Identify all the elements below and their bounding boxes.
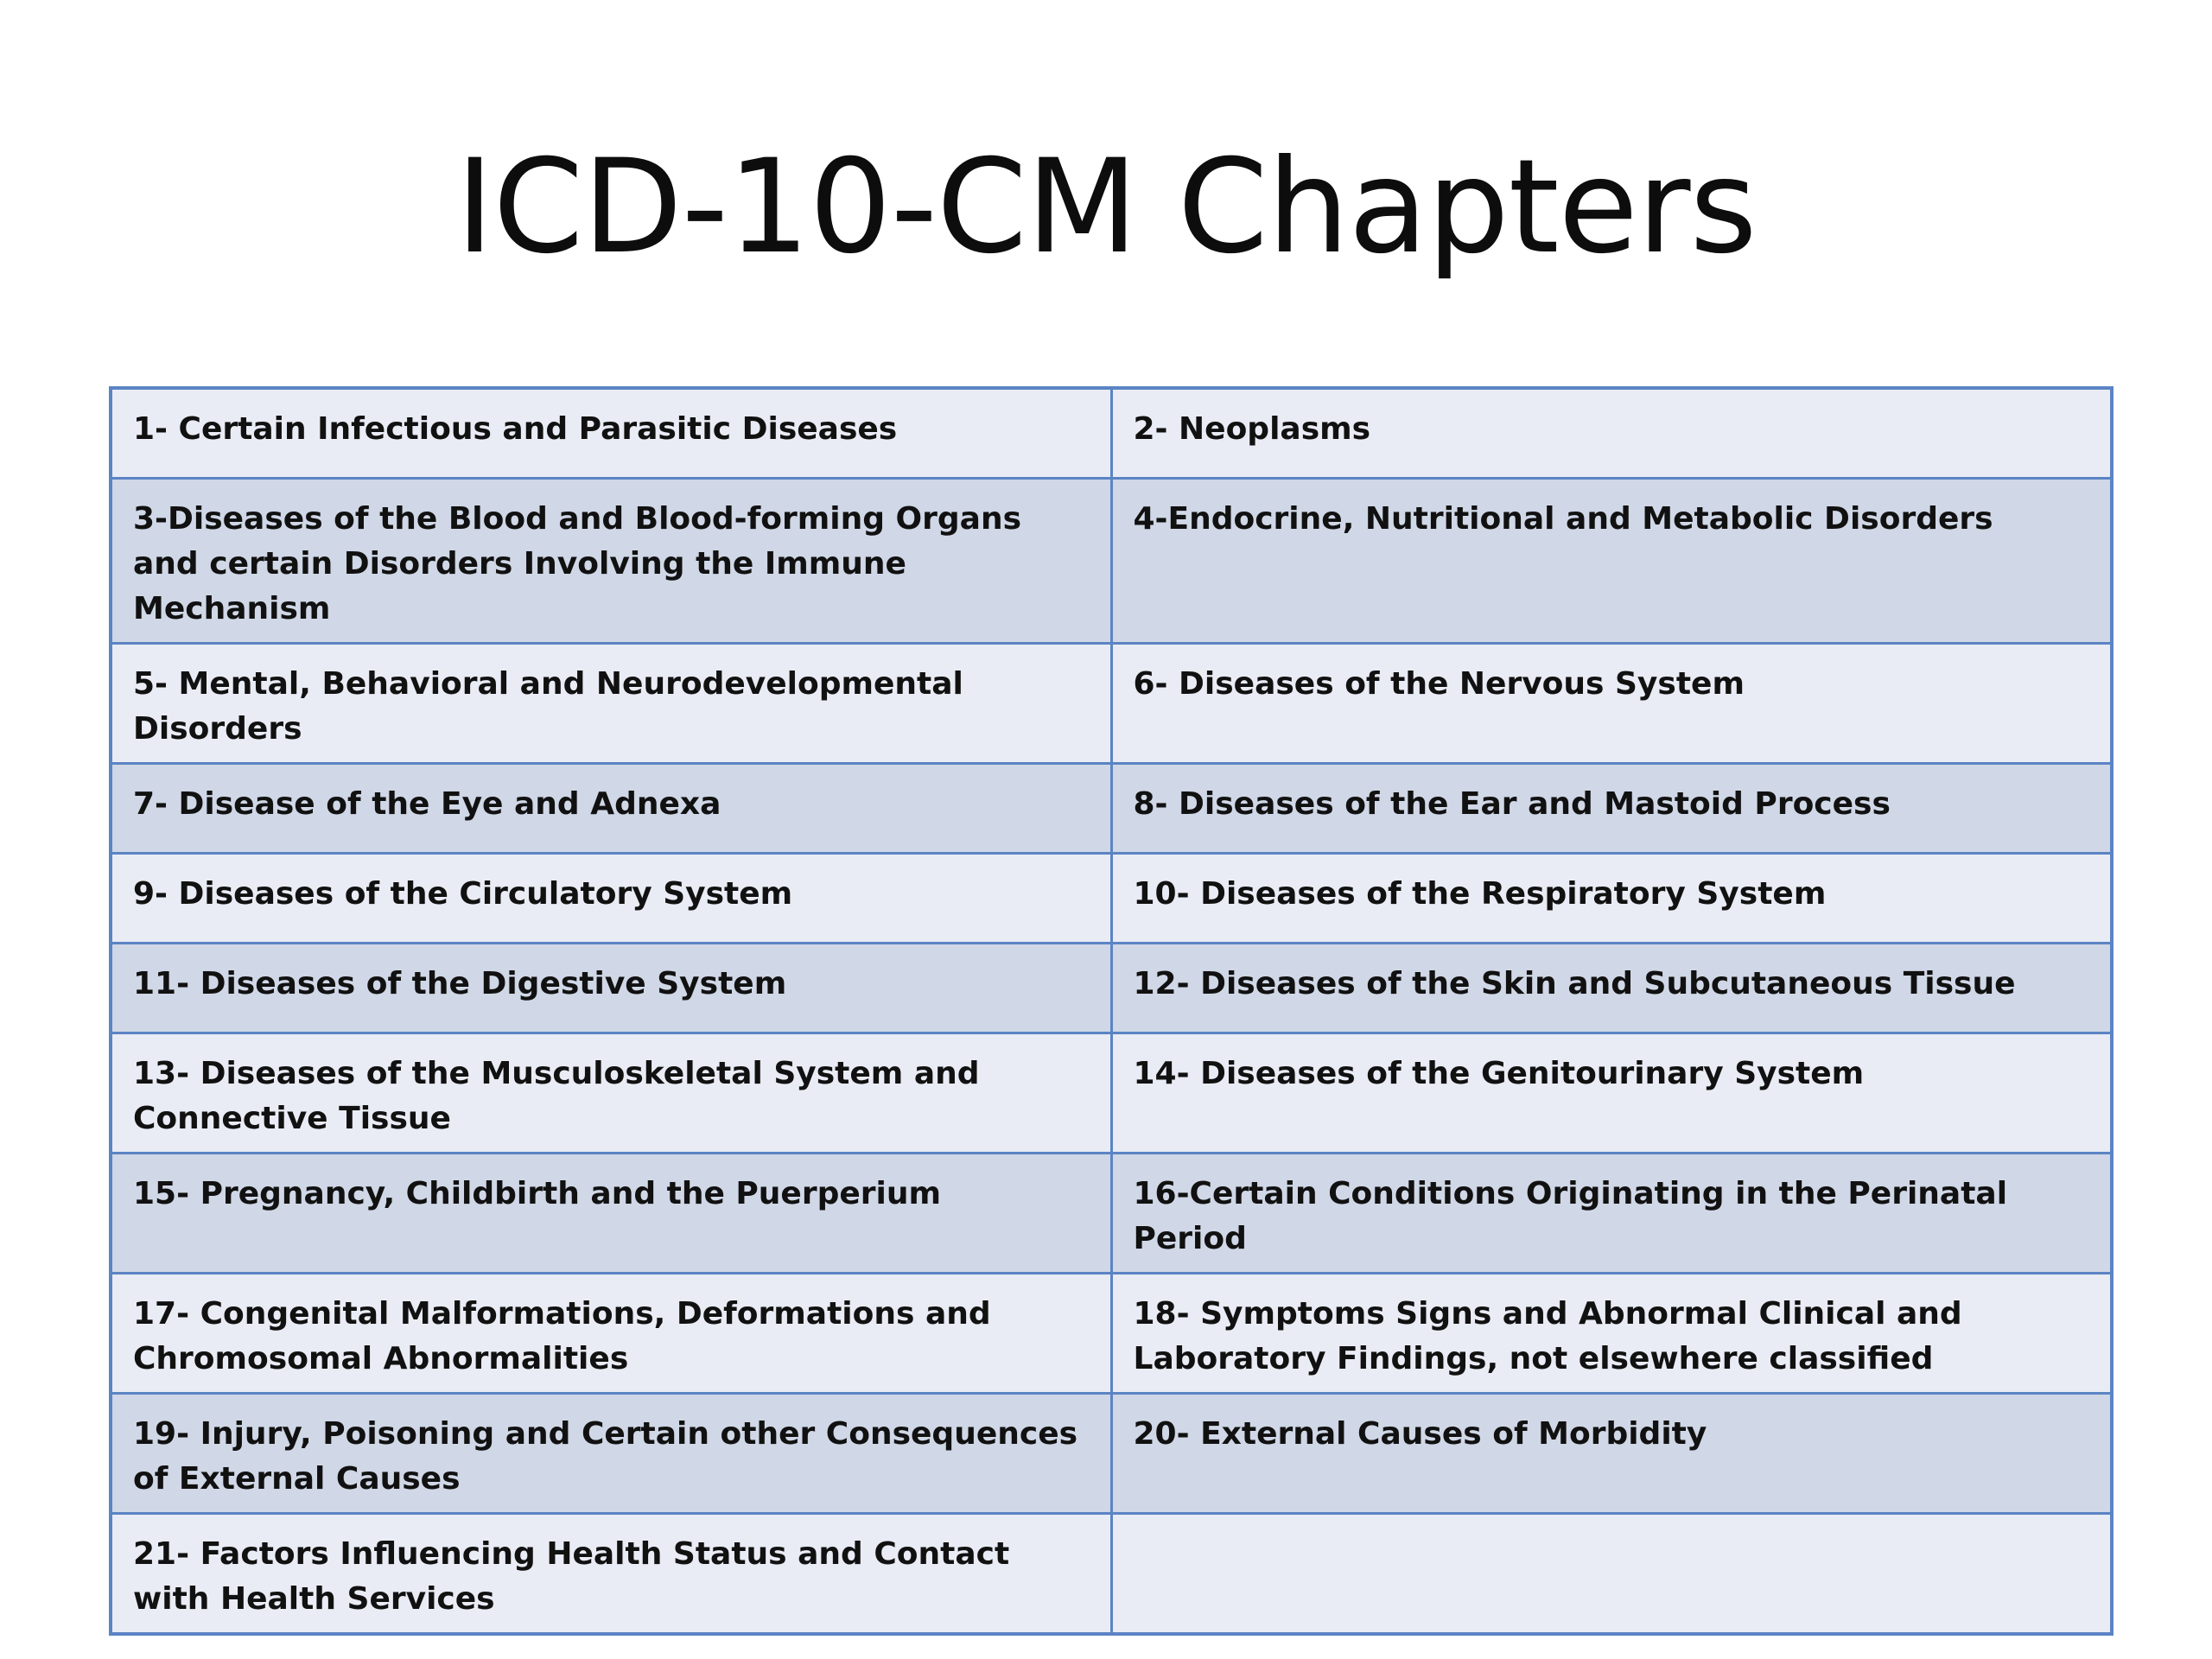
table-cell: 16-Certain Conditions Originating in the Perinatal Period <box>1111 1153 2112 1273</box>
table-row <box>111 943 2112 1033</box>
table-cell: 17- Congenital Malformations, Deformations and Chromosomal Abnormalities <box>111 1273 1111 1393</box>
table-cell: 19- Injury, Poisoning and Certain other Consequences of External Causes <box>111 1393 1111 1513</box>
table-row <box>111 763 2112 853</box>
table-cell: 10- Diseases of the Respiratory System <box>1111 853 2112 943</box>
table-cell: 20- External Causes of Morbidity <box>1111 1393 2112 1513</box>
table-row <box>111 1273 2112 1393</box>
slide-title: ICD-10-CM Chapters <box>455 132 1757 283</box>
table-row <box>111 1513 2112 1634</box>
table-row <box>111 478 2112 643</box>
table-cell: 13- Diseases of the Musculoskeletal System and Connective Tissue <box>111 1033 1111 1153</box>
table-row <box>111 1153 2112 1273</box>
table-cell-empty <box>1111 1513 2112 1634</box>
table-row <box>111 1033 2112 1153</box>
table-row <box>111 1393 2112 1513</box>
table-row <box>111 853 2112 943</box>
table-row <box>111 643 2112 763</box>
table-cell: 2- Neoplasms <box>1111 388 2112 478</box>
table-cell: 1- Certain Infectious and Parasitic Diseases <box>111 388 1111 478</box>
table-cell: 9- Diseases of the Circulatory System <box>111 853 1111 943</box>
table-cell: 6- Diseases of the Nervous System <box>1111 643 2112 763</box>
table-cell: 12- Diseases of the Skin and Subcutaneous Tissue <box>1111 943 2112 1033</box>
table-cell: 7- Disease of the Eye and Adnexa <box>111 763 1111 853</box>
table-cell: 3-Diseases of the Blood and Blood-forming Organs and certain Disorders Involving the Immune Mechanism <box>111 478 1111 643</box>
table-cell: 14- Diseases of the Genitourinary System <box>1111 1033 2112 1153</box>
table-cell: 8- Diseases of the Ear and Mastoid Process <box>1111 763 2112 853</box>
table-cell: 5- Mental, Behavioral and Neurodevelopmental Disorders <box>111 643 1111 763</box>
table-cell: 4-Endocrine, Nutritional and Metabolic Disorders <box>1111 478 2112 643</box>
table-cell: 18- Symptoms Signs and Abnormal Clinical and Laboratory Findings, not elsewhere classified <box>1111 1273 2112 1393</box>
chapters-table <box>109 386 2113 1636</box>
table-cell: 21- Factors Influencing Health Status and Contact with Health Services <box>111 1513 1111 1634</box>
table-cell: 11- Diseases of the Digestive System <box>111 943 1111 1033</box>
table-cell: 15- Pregnancy, Childbirth and the Puerperium <box>111 1153 1111 1273</box>
table-row <box>111 388 2112 478</box>
